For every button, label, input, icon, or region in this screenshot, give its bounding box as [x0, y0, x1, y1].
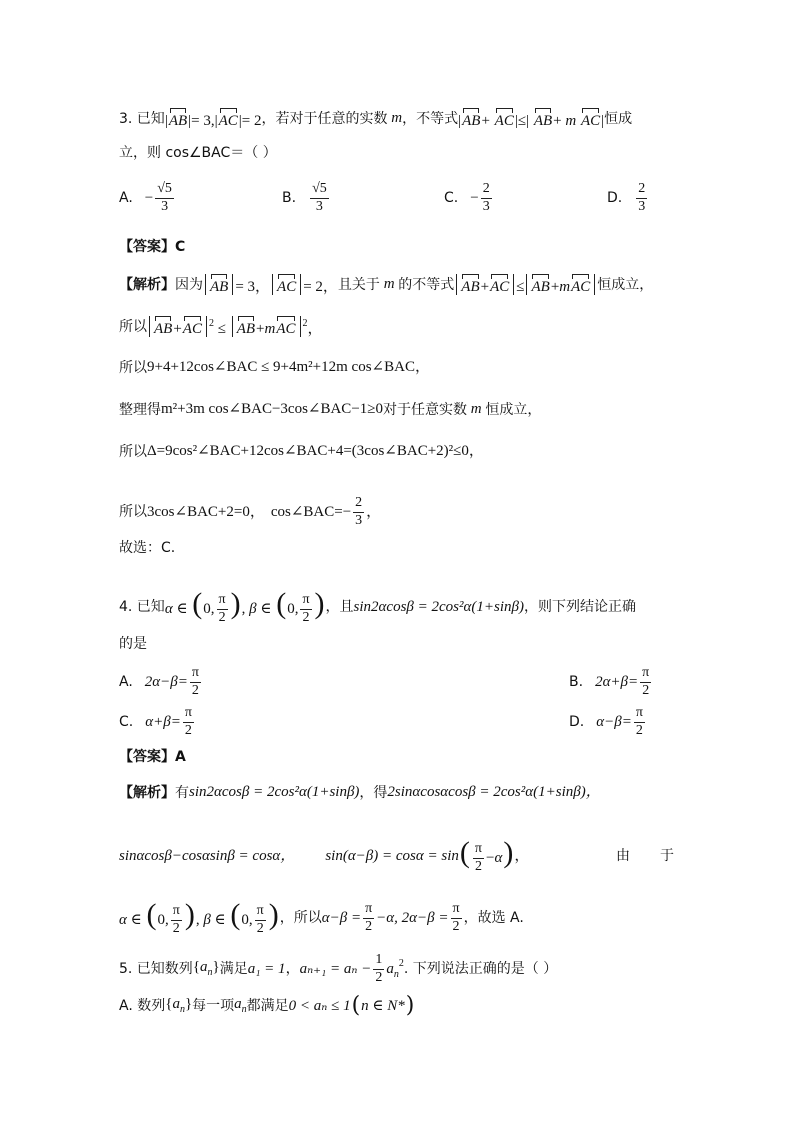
q4-analysis-line3	[119, 900, 674, 937]
text: 的不等式	[398, 276, 455, 293]
m-var: m	[467, 401, 486, 417]
text: 的是	[119, 636, 147, 652]
text: 故选：C.	[119, 540, 176, 556]
frac-num: π	[473, 842, 484, 859]
analysis-tag: 【解析】	[119, 276, 175, 293]
math-expr: ( $\frac{\pi}{2}$ −α)	[459, 836, 514, 875]
q3-ineq: |AB+ AC|≤| AB+ m AC|	[458, 108, 604, 129]
frac-den: 2	[474, 859, 482, 875]
q4-option-b	[569, 666, 653, 698]
frac-den: 2	[172, 921, 180, 937]
q4-stem-line1	[119, 589, 674, 626]
q5-stem	[119, 953, 674, 985]
q3-stem-line1	[119, 108, 674, 129]
q3-comma2: ，	[402, 110, 417, 127]
q3-stem2-text: 立，则 cos∠BAC＝（ ）	[119, 145, 277, 161]
frac-den: 3	[315, 198, 323, 214]
frac-num: 2	[636, 182, 647, 199]
frac-den: 2	[642, 682, 650, 698]
frac-num: √5	[155, 182, 174, 199]
frac-num: π	[451, 902, 462, 919]
text: 对于任意实数	[383, 401, 468, 418]
frac-num: π	[300, 593, 311, 610]
fraction	[634, 706, 645, 738]
q3-option-a	[119, 182, 176, 214]
q3-option-b	[282, 182, 331, 214]
text: 所以	[119, 504, 147, 521]
fraction	[481, 182, 492, 214]
fraction	[363, 902, 374, 934]
q3-stem-line2	[119, 146, 674, 160]
q3-ineq-text: 不等式	[416, 110, 459, 127]
math-expr: 2α−β=	[144, 673, 188, 690]
frac-num: π	[255, 904, 266, 921]
math-expr: Δ=9cos²∠BAC+12cos∠BAC+4=(3cos∠BAC+2)²≤0，	[147, 443, 484, 459]
q4-answer	[119, 750, 674, 764]
q3-m-var: m	[387, 110, 403, 126]
q4-option-c	[119, 706, 196, 738]
q4-stem-line2	[119, 637, 674, 651]
frac-num: π	[634, 706, 645, 723]
text: 所以	[119, 359, 147, 376]
fraction	[183, 706, 194, 738]
frac-den: 2	[184, 722, 192, 738]
frac-den: 3	[161, 198, 169, 214]
text: 都满足	[246, 998, 289, 1014]
math-expr: sinαcosβ−cosαsinβ = cosα，	[119, 847, 296, 864]
opt-label: D.	[607, 190, 623, 207]
text: 由	[616, 848, 630, 865]
opt-sign: −	[470, 189, 479, 206]
opt-label: D.	[569, 714, 585, 731]
math-expr: α−β =	[321, 909, 362, 926]
q3-analysis-line5	[119, 444, 674, 459]
frac-den: 2	[375, 969, 383, 985]
comma: ，	[366, 503, 382, 520]
frac-den: 3	[355, 512, 363, 528]
comma: ，	[325, 599, 340, 616]
q4-analysis-line1	[119, 785, 674, 800]
math-expr: −α, 2α−β =	[376, 909, 449, 926]
q3-analysis-line1	[119, 274, 674, 295]
text: 因为	[175, 276, 203, 293]
text: 每一项	[192, 998, 235, 1014]
frac-num: π	[363, 902, 374, 919]
math-expr: $\{a_n\}$	[192, 959, 220, 979]
answer-tag: 【答案】A	[119, 749, 186, 765]
frac-den: 2	[218, 610, 226, 626]
math-expr: $a_n^2$	[386, 957, 404, 980]
opt-label: A.	[119, 674, 133, 691]
opt-label: C.	[444, 190, 459, 207]
text: 整理得	[119, 401, 161, 418]
text: ，得	[359, 784, 388, 801]
q3-analysis-line3	[119, 360, 674, 375]
q4-option-a	[119, 666, 203, 698]
opt-label: B.	[569, 674, 584, 691]
frac-num: 2	[481, 182, 492, 199]
opt-label: C.	[119, 714, 134, 731]
frac-den: 2	[365, 918, 373, 934]
frac-den: 2	[452, 918, 460, 934]
comma: ，	[279, 910, 294, 927]
text: 有	[175, 784, 189, 801]
comma: ，	[285, 961, 300, 978]
text: ，故选 A.	[463, 910, 524, 927]
math-expr: n ∈ N*	[361, 997, 405, 1014]
frac-num: π	[183, 706, 194, 723]
fraction	[353, 496, 364, 528]
fraction	[640, 666, 651, 698]
frac-den: 2	[191, 682, 199, 698]
fraction	[373, 953, 384, 985]
comma: ，	[514, 847, 530, 864]
q4-option-d	[569, 706, 647, 738]
frac-den: 2	[302, 610, 310, 626]
fraction	[636, 182, 647, 214]
text: A. 数列	[119, 998, 166, 1014]
frac-num: 1	[373, 953, 384, 970]
math-expr: aₙ₊₁ = aₙ −	[299, 960, 372, 977]
math-expr: 2sinαcosαcosβ = 2cos²α(1+sinβ)，	[387, 784, 601, 800]
math-expr: α ∈ (0, $\frac{\pi}{2}$ ), β ∈ (0, $\frac{\pi}{2}$ )	[119, 898, 279, 937]
opt-label: A.	[119, 190, 133, 207]
q3-analysis-line4	[119, 402, 674, 417]
opt-label: B.	[282, 190, 297, 207]
math-expr: α ∈ (0, $\frac{\pi}{2}$ ), β ∈ (0, $\frac{\pi}{2}$ )	[164, 587, 325, 626]
frac-num: π	[640, 666, 651, 683]
text: 于	[660, 848, 674, 865]
math-expr: α+β=	[145, 713, 181, 730]
frac-den: 3	[482, 198, 490, 214]
q3-option-c	[444, 182, 494, 214]
q3-answer	[119, 240, 674, 254]
math-expr: 0 < aₙ ≤ 1	[288, 997, 351, 1014]
math-expr: sin(α−β) = cosα = sin	[325, 847, 459, 864]
text: 且	[339, 599, 354, 616]
math-expr: 3cos∠BAC+2=0，	[147, 503, 265, 520]
math-expr: AB+AC ≤ AB+mAC	[454, 274, 597, 295]
q3-cond1: |AB|= 3,|AC|= 2	[165, 108, 262, 129]
math-expr: $\{a_n\}$	[165, 996, 193, 1015]
fraction	[155, 182, 174, 214]
q3-analysis-line2	[119, 316, 674, 337]
text: 所以	[293, 910, 322, 927]
text: . 下列说法正确的是（ ）	[403, 961, 558, 978]
fraction	[310, 182, 329, 214]
text: 恒成立，	[485, 401, 542, 418]
text: 满足	[219, 961, 248, 978]
text: ，则下列结论正确	[523, 599, 636, 616]
q3-m-text: 若对于任意的实数	[275, 110, 388, 127]
math-expr: a₁ = 1	[247, 960, 286, 977]
answer-tag: 【答案】C	[119, 239, 186, 255]
math-expr: sin2αcosβ = 2cos²α(1+sinβ)	[189, 784, 360, 800]
math-expr: 9+4+12cos∠BAC ≤ 9+4m²+12m cos∠BAC，	[147, 359, 430, 375]
frac-num: π	[171, 904, 182, 921]
frac-den: 3	[638, 198, 646, 214]
frac-den: 2	[635, 722, 643, 738]
text: 5. 已知数列	[119, 961, 193, 978]
analysis-tag: 【解析】	[119, 784, 175, 801]
frac-den: 2	[256, 921, 264, 937]
q3-known: 3. 已知	[119, 110, 165, 127]
text: 恒成立，	[597, 276, 654, 293]
math-expr: AB = 3， AC = 2，	[203, 274, 338, 295]
math-expr: m²+3m cos∠BAC−3cos∠BAC−1≥0	[161, 401, 384, 417]
text: 所以	[119, 443, 147, 460]
m-var: m	[379, 276, 399, 292]
math-expr: $a_n$	[234, 996, 247, 1015]
fraction	[451, 902, 462, 934]
math-expr: sin2αcosβ = 2cos²α(1+sinβ)	[353, 598, 524, 615]
frac-num: 2	[353, 496, 364, 513]
q3-conclusion	[119, 541, 674, 555]
q5-option-a: A. 数列 $\{a_n\}$ 每一项 $a_n$ 都满足 0 < aₙ ≤ 1 ( n ∈ N* )	[119, 993, 415, 1018]
frac-num: π	[217, 593, 228, 610]
frac-num: π	[190, 666, 201, 683]
opt-sign: −	[144, 189, 154, 206]
text: 且关于	[337, 276, 380, 293]
math-expr: cos∠BAC=−	[270, 503, 352, 520]
q3-analysis-line6	[119, 496, 674, 528]
text: 所以	[119, 318, 147, 335]
q3-comma: ，	[261, 110, 276, 127]
q3-tail: 恒成	[604, 110, 633, 127]
math-expr: AB+AC $^2$ ≤ AB+mAC $^2$，	[147, 316, 323, 337]
fraction	[190, 666, 201, 698]
q4-known: 4. 已知	[119, 599, 165, 616]
math-expr: 2α+β=	[595, 673, 639, 690]
frac-num: √5	[310, 182, 329, 199]
q4-analysis-line2	[119, 838, 674, 875]
q3-option-d	[607, 182, 649, 214]
math-expr: α−β=	[596, 713, 632, 730]
